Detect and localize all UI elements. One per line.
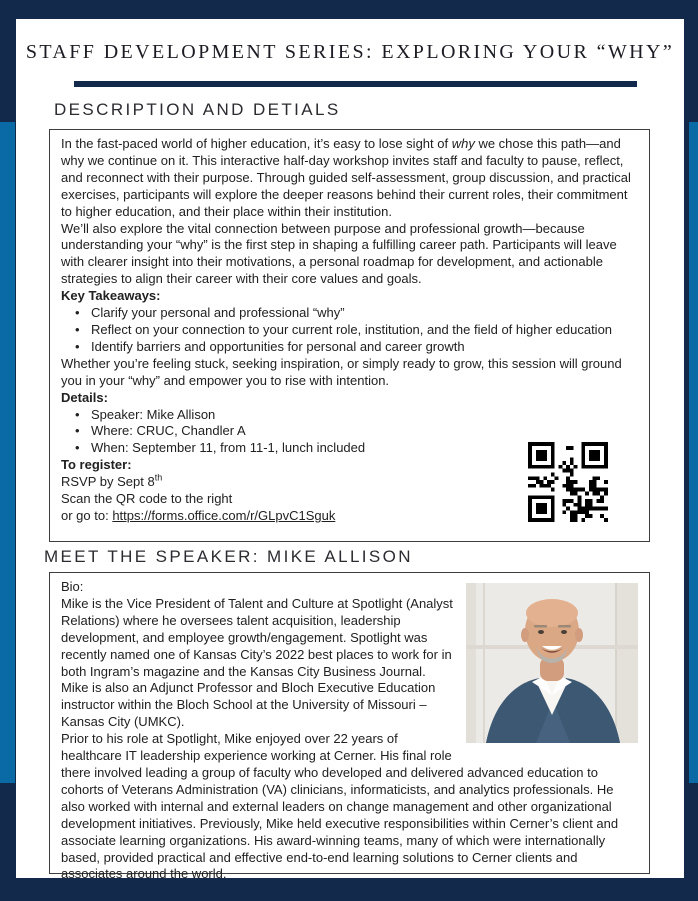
bio-paragraph-2: Prior to his role at Spotlight, Mike enjoyed over 22 years of healthcare IT leadership experience working at Cerner. His final role there involved leading a group of faculty who developed and delivered advanced education to cohorts of Veterans Administration (VA) clinicians, informaticists, and analytics professionals. He also worked with internal and external leaders on change management and other organizational development initiatives. Previously, Mike held executive responsibilities within Cerner’s client and associate learning organizations. His award-winning teams, many of which were internationally based, provided practical and effective end-to-end learning solutions to Cerner clients and associates around the world. [61,731,619,882]
register-label: To register: [61,457,132,473]
bio-paragraph-1: Mike is the Vice President of Talent and Culture at Spotlight (Analyst Relations) where he oversees talent acquisition, leadership development, and employee growth/engagement. Spotlight was recently named one of Kansas City’s 2022 best places to work for in both Ingram’s magazine and the Kansas City Business Journal. Mike is also an Adjunct Professor and Bloch Executive Education instructor within the Bloch School at the University of Missouri – Kansas City (UMKC). [61,595,453,730]
para1-post: we chose this path—and why we continue on it. This interactive half-day workshop invites staff and faculty to pause, reflect, and reconnect with their purpose. Through guided self-assessment, group discussion, and practical exercises, participants will explore the deeper reasons behind their current roles, their commitment to higher education, and their place within their institution. [61,136,631,219]
rsvp-ordinal: th [154,472,163,483]
description-paragraph-2: We’ll also explore the vital connection between purpose and professional growth—because understanding your “why” is the first step in shaping a fulfilling career path. Participants will leave with clearer insight into their motivations, a personal roadmap for development, and actionable strategies to align their career with their core values and goals. [61,220,617,287]
speaker-photo [466,583,638,743]
key-takeaway-item: • Reflect on your connection to your current role, institution, and the field of higher education [61,322,638,339]
key-takeaways-list [61,305,638,356]
key-takeaways-label: Key Takeaways: [61,288,161,304]
right-accent-stripe [689,122,698,783]
detail-where: • Where: CRUC, Chandler A [61,423,638,440]
rsvp-text: RSVP by Sept 8 [61,474,155,490]
description-heading: DESCRIPTION AND DETIALS [54,100,341,119]
detail-when: • When: September 11, from 11-1, lunch included [61,440,638,457]
registration-link[interactable]: https://forms.office.com/r/GLpvC1Sguk [112,507,336,523]
link-prefix: or go to: [61,507,113,523]
para1-pre: In the fast-paced world of higher education, it’s easy to lose sight of [61,136,452,151]
closing-paragraph: Whether you’re feeling stuck, seeking inspiration, or simply ready to grow, this session will ground you in your “why” and empower you to rise with intention. [61,355,622,388]
qr-code-icon [512,427,624,537]
page [16,19,684,882]
page-title: STAFF DEVELOPMENT SERIES: EXPLORING YOUR “WHY” [25,41,675,63]
key-takeaway-item: • Clarify your personal and professional “why” [61,305,638,322]
description-paragraph-1 [61,136,638,221]
scan-line: Scan the QR code to the right [61,491,233,507]
bio-box [49,572,650,882]
para1-italic-why: why [451,136,475,151]
left-accent-stripe [0,122,15,783]
key-takeaway-item: • Identify barriers and opportunities for personal and career growth [61,339,638,356]
description-box [49,129,650,542]
title-divider [74,81,637,87]
details-label: Details: [61,389,108,405]
speaker-heading: MEET THE SPEAKER: MIKE ALLISON [44,547,413,566]
bio-label: Bio: [61,579,84,594]
detail-speaker: • Speaker: Mike Allison [61,407,638,424]
